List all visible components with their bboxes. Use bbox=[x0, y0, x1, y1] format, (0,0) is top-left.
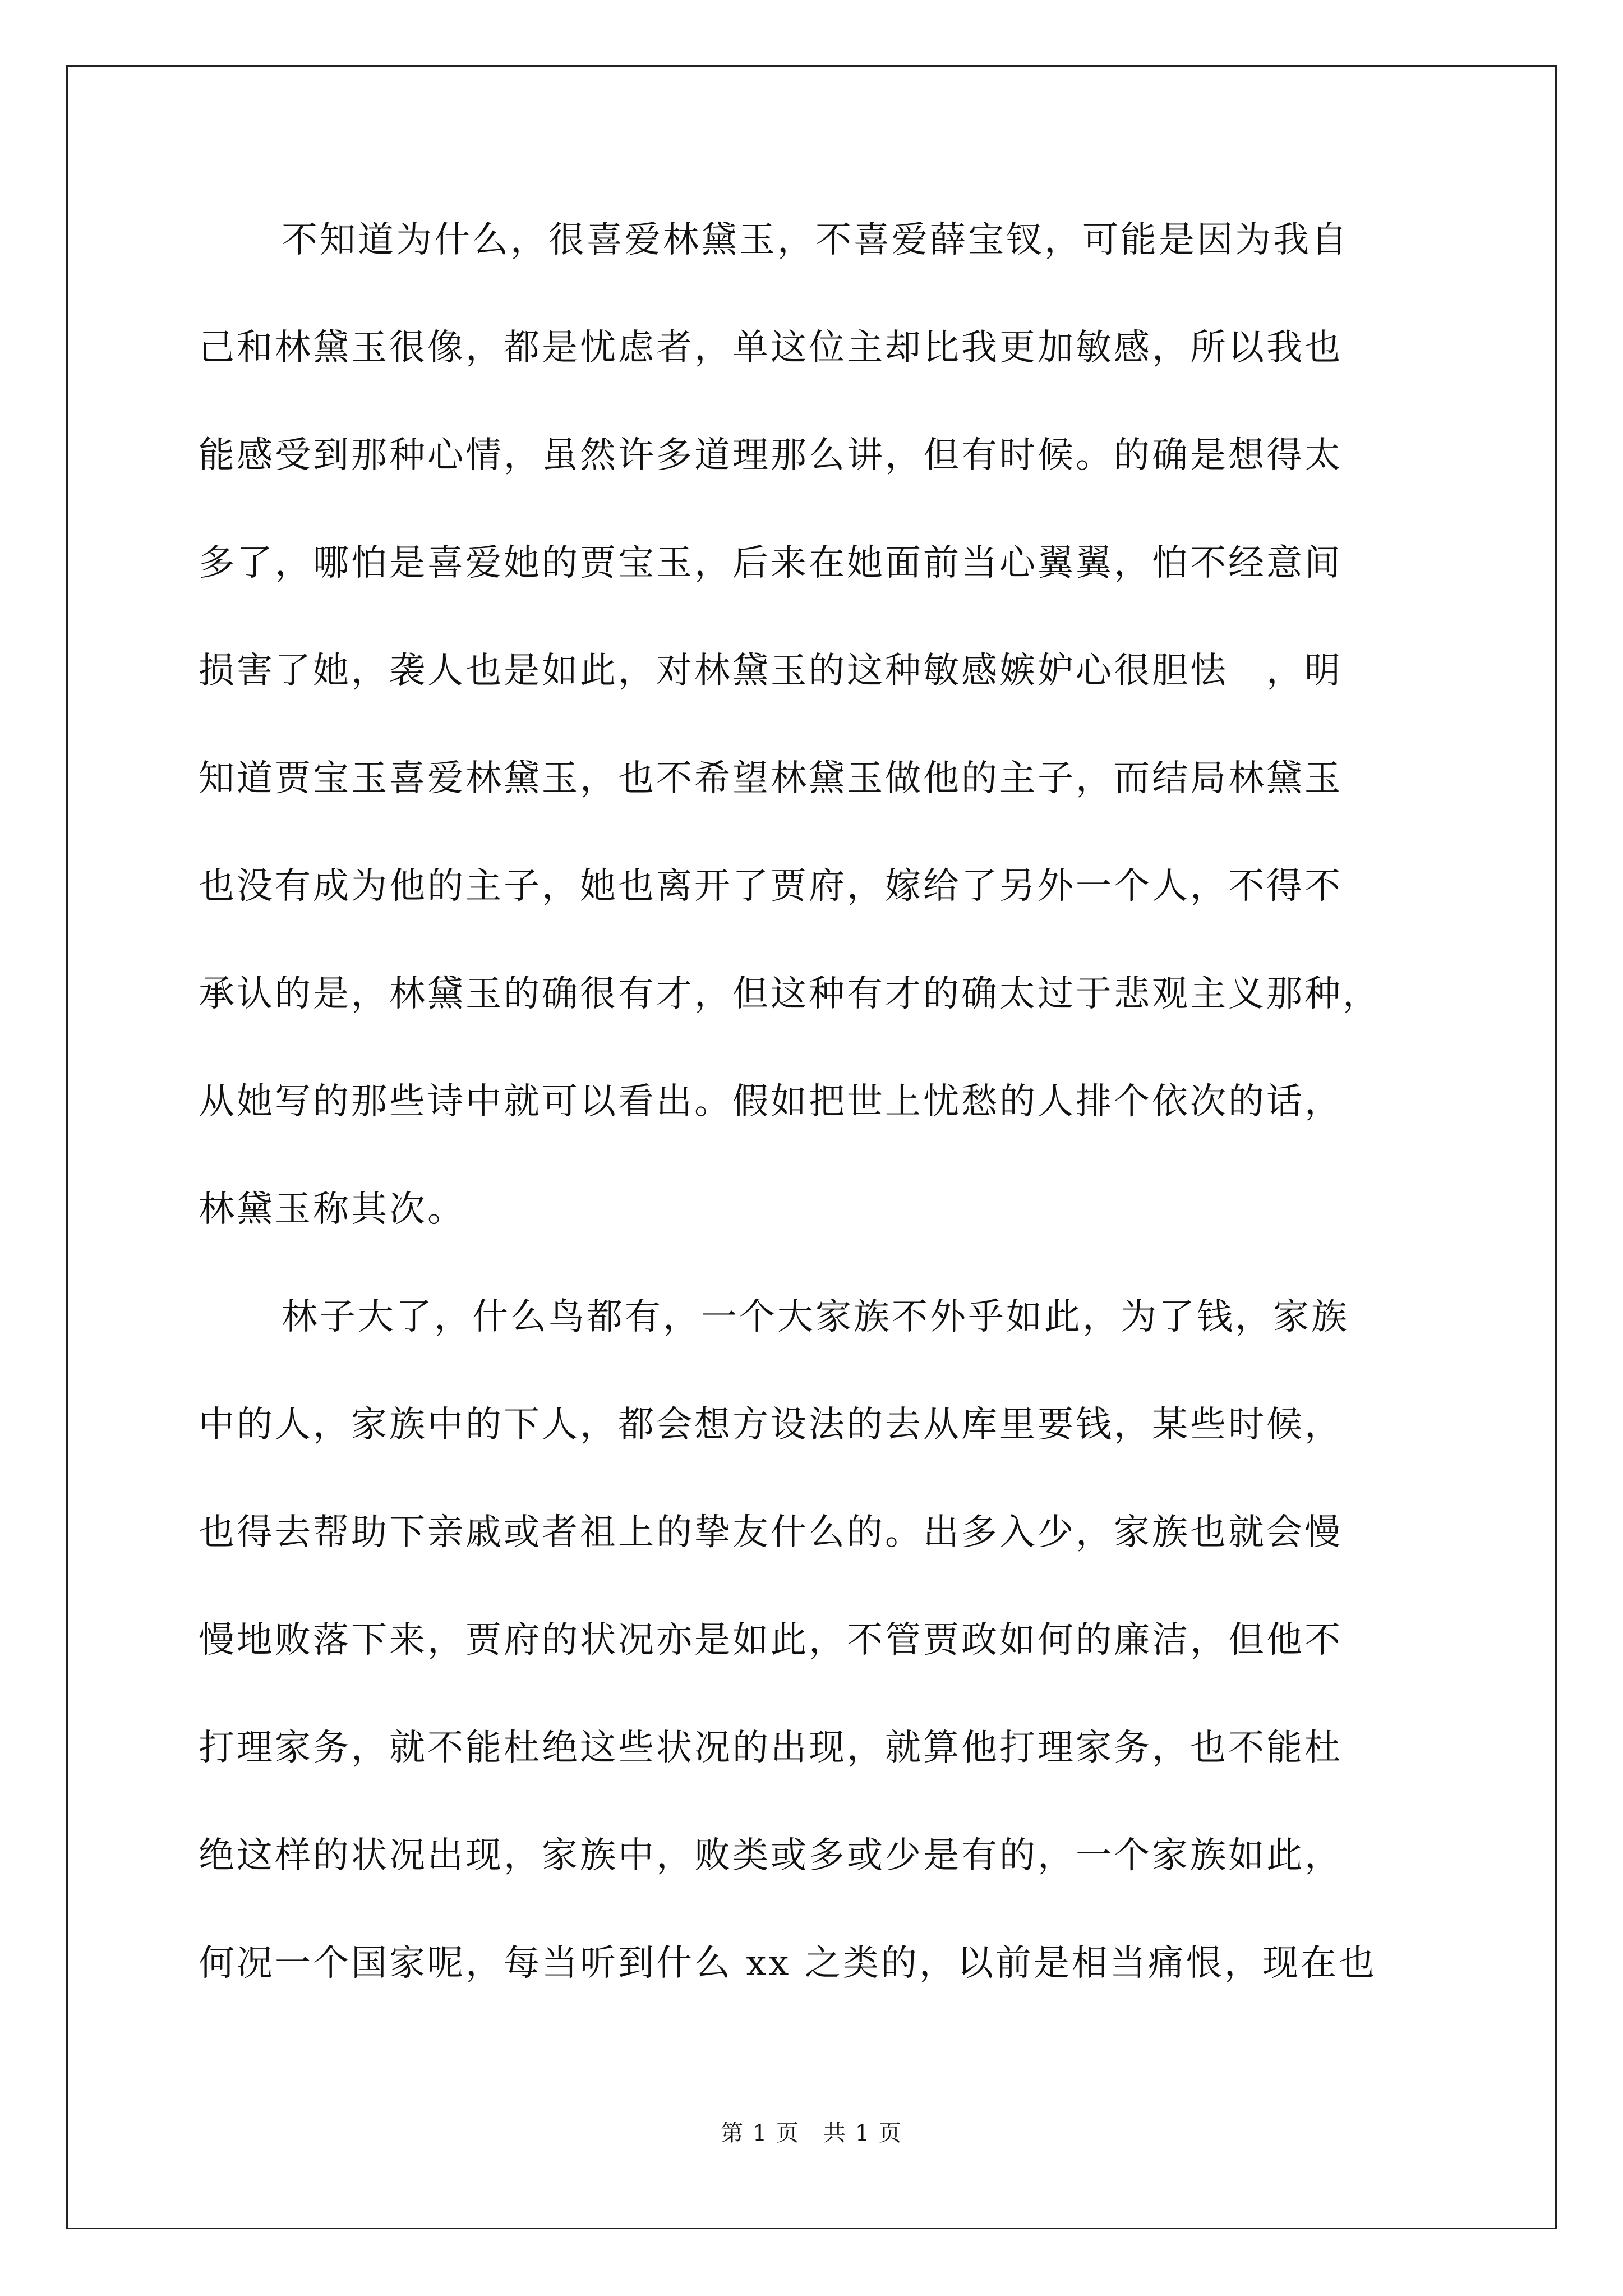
paragraph-1-line-2: 己和林黛玉很像，都是忧虑者，单这位主却比我更加敏感，所以我也 bbox=[199, 327, 1343, 369]
paragraph-1-line-7: 也没有成为他的主子，她也离开了贾府，嫁给了另外一个人，不得不 bbox=[199, 866, 1343, 907]
page-footer: 第 1 页 共 1 页 bbox=[721, 2120, 902, 2146]
paragraph-1-line-4: 多了，哪怕是喜爱她的贾宝玉，后来在她面前当心翼翼，怕不经意间 bbox=[199, 542, 1343, 584]
paragraph-2-line-7: 何况一个国家呢，每当听到什么 xx 之类的，以前是相当痛恨，现在也 bbox=[199, 1943, 1377, 1984]
paragraph-1-line-3: 能感受到那种心情，虽然许多道理那么讲，但有时候。的确是想得太 bbox=[199, 435, 1343, 476]
paragraph-1-line-10: 林黛玉称其次。 bbox=[199, 1189, 465, 1230]
paragraph-2-line-6: 绝这样的状况出现，家族中，败类或多或少是有的，一个家族如此， bbox=[199, 1835, 1343, 1876]
paragraph-1-line-6: 知道贾宝玉喜爱林黛玉，也不希望林黛玉做他的主子，而结局林黛玉 bbox=[199, 758, 1343, 799]
paragraph-2-line-2: 中的人，家族中的下人，都会想方设法的去从库里要钱，某些时候， bbox=[199, 1404, 1343, 1446]
paragraph-1-line-1: 不知道为什么，很喜爱林黛玉，不喜爱薛宝钗，可能是因为我自 bbox=[282, 219, 1349, 261]
document-body bbox=[199, 213, 1438, 2044]
paragraph-2-line-1: 林子大了，什么鸟都有，一个大家族不外乎如此，为了钱，家族 bbox=[282, 1296, 1349, 1338]
paragraph-2-line-3: 也得去帮助下亲戚或者祖上的挚友什么的。出多入少，家族也就会慢 bbox=[199, 1512, 1343, 1553]
paragraph-2-line-5: 打理家务，就不能杜绝这些状况的出现，就算他打理家务，也不能杜 bbox=[199, 1727, 1343, 1769]
paragraph-1-line-9: 从她写的那些诗中就可以看出。假如把世上忧愁的人排个依次的话， bbox=[199, 1081, 1343, 1122]
paragraph-1-line-5: 损害了她，袭人也是如此，对林黛玉的这种敏感嫉妒心很胆怯 ，明 bbox=[199, 650, 1343, 692]
paragraph-1-line-8: 承认的是，林黛玉的确很有才，但这种有才的确太过于悲观主义那种， bbox=[199, 973, 1381, 1015]
paragraph-2-line-4: 慢地败落下来，贾府的状况亦是如此，不管贾政如何的廉洁，但他不 bbox=[199, 1619, 1343, 1661]
